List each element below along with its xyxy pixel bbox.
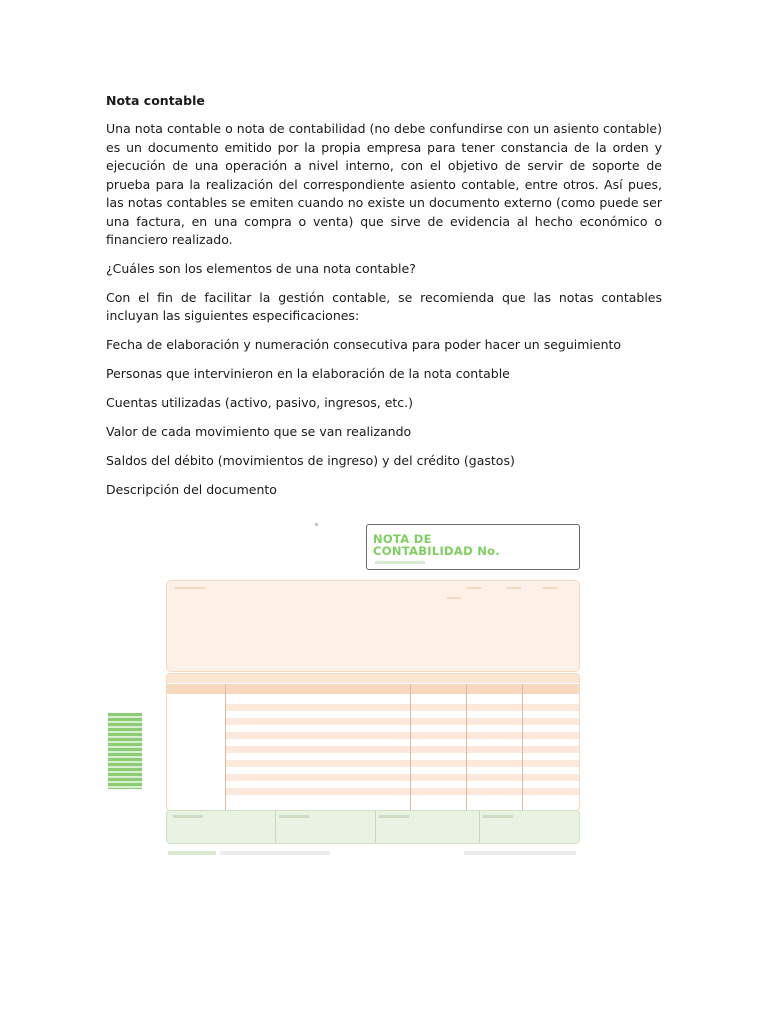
column-divider: [225, 684, 226, 810]
column-divider: [410, 684, 411, 810]
faint-label: [507, 587, 521, 589]
table-row: [226, 760, 579, 767]
signature-divider: [479, 811, 480, 843]
signature-divider: [275, 811, 276, 843]
signature-divider: [375, 811, 376, 843]
faint-label: [543, 587, 557, 589]
document-body: [106, 92, 662, 510]
speck: [315, 523, 318, 526]
nota-contabilidad-form-image: [108, 518, 582, 868]
list-item: Saldos del débito (movimientos de ingreso) y del crédito (gastos): [106, 452, 515, 468]
list-item: Valor de cada movimiento que se van realizando: [106, 423, 412, 439]
form-title: [373, 533, 500, 557]
list-item: Fecha de elaboración y numeración consecutiva para poder hacer un seguimiento: [106, 336, 622, 352]
table-header-top: [167, 674, 579, 683]
signature-label: [483, 815, 513, 818]
table-row: [226, 788, 579, 795]
list-item: Descripción del documento: [106, 481, 277, 497]
green-side-stripe: [108, 713, 142, 789]
lead-paragraph: Con el fin de facilitar la gestión contable, se recomienda que las notas contables incluyan las siguientes especificaciones:: [106, 289, 662, 323]
form-title-line2: CONTABILIDAD No.: [373, 544, 501, 558]
table-header-columns: [167, 684, 579, 694]
list-item: Cuentas utilizadas (activo, pasivo, ingresos, etc.): [106, 394, 414, 410]
form-title-line1: NOTA DE: [373, 532, 432, 546]
table-row: [226, 774, 579, 781]
form-subtitle-bar: [375, 561, 425, 564]
column-divider: [466, 684, 467, 810]
signature-label: [279, 815, 309, 818]
form-header-area: [166, 580, 580, 672]
form-footer-mark: [464, 851, 576, 855]
table-row: [226, 704, 579, 711]
list-item: Personas que intervinieron en la elaboración de la nota contable: [106, 365, 510, 381]
form-signature-area: [166, 810, 580, 844]
document-title: Nota contable: [106, 93, 205, 108]
form-title-box: [366, 524, 580, 570]
table-row: [226, 732, 579, 739]
table-row: [226, 746, 579, 753]
faint-label: [467, 587, 481, 589]
faint-label: [175, 587, 205, 589]
question-heading: ¿Cuáles son los elementos de una nota contable?: [106, 260, 416, 276]
form-entries-table: [166, 673, 580, 811]
form-footer-mark: [220, 851, 330, 855]
column-divider: [522, 684, 523, 810]
form-footer-mark: [168, 851, 216, 855]
signature-label: [379, 815, 409, 818]
intro-paragraph: Una nota contable o nota de contabilidad (no debe confundirse con un asiento contable) es un documento emitido por la propia empresa para tener constancia de la orden y ejecución de una operación a nivel interno, con el objetivo de servir de soporte de prueba para la realización del correspondiente asiento contable, entre otros. Así pues, las notas contables se emiten cuando no existe un documento externo (como puede ser una factura, en una compra o venta) que sirve de evidencia al hecho económico o financiero realizado.: [106, 121, 662, 247]
signature-label: [173, 815, 203, 818]
table-row: [226, 718, 579, 725]
faint-label: [447, 597, 461, 599]
